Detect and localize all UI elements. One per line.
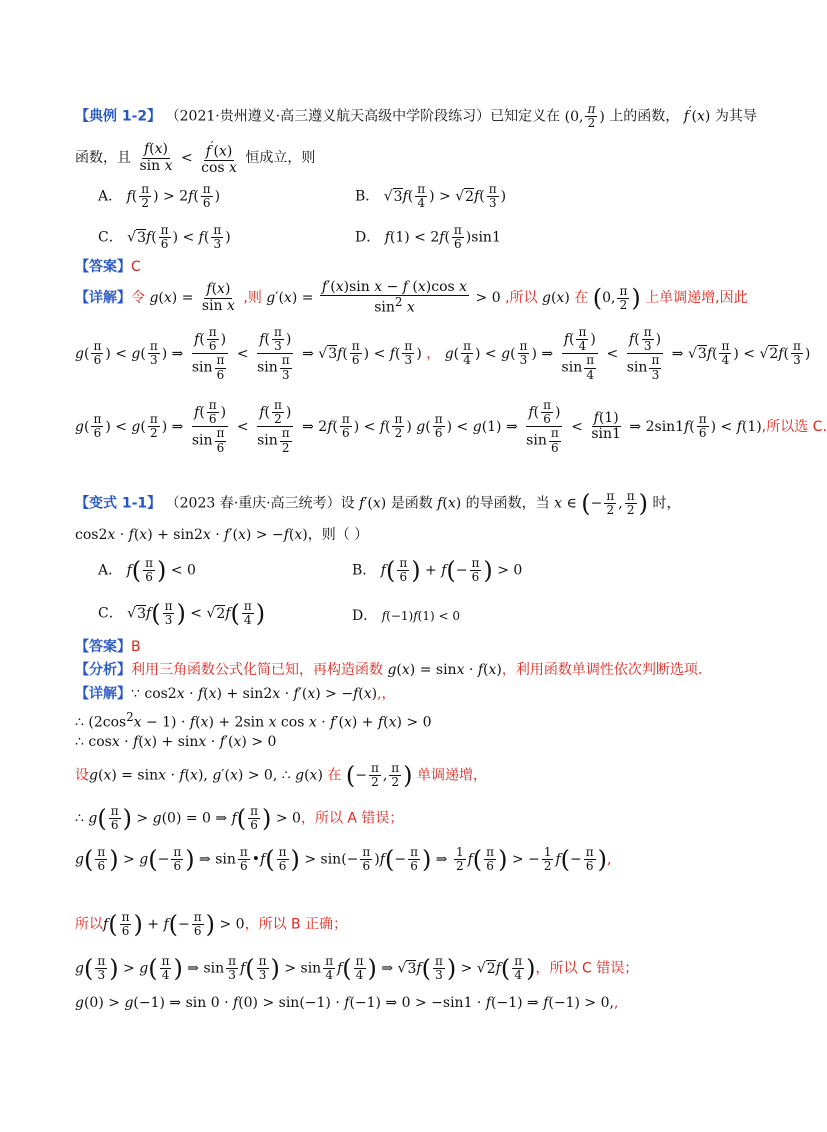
detail-label: 【详解】: [75, 290, 131, 307]
option-letter: B．: [352, 562, 377, 579]
question-text: ，则（ ）: [307, 527, 369, 543]
answer-value: C: [131, 259, 141, 275]
question-text: 上的函数，: [609, 108, 680, 125]
variant-detail-line-2: ∴ $(2\cos^2x - 1) \cdot f(x) + 2\sin$ x cos x · f′(x) + f(x) > 0: [75, 710, 432, 731]
option-letter: B．: [355, 188, 380, 205]
variant-detail-line-5: ∴ g( $\frac{\pi}{6}$ ) > g(0) = 0 ⇒ f( $\frac{\pi}{6}$ ) > 0，所以 A 错误；: [75, 804, 404, 833]
variant-detail-line-6: g( $\frac{\pi}{6}$ ) > g(− $\frac{\pi}{6}$ ) ⇒ sin $\frac{\pi}{6}$ •f( $\frac{\pi}{6}$ ) > sin(− $\frac{\pi}{6}$ )f(− $\frac{\pi}{6}$ ) ⇒ $\frac{1}{2}$ f( $\frac{\pi}{6}$ ) > − $\frac{1}{2}$ f(− $\frac{\pi}{6}$ ),: [75, 845, 612, 874]
example-1-2-line-2: 函数，且 $\frac{f(x)}{\text{sin x}}$ < $\frac{f'(x)}{\text{cos x}}$ 恒成立，则: [75, 139, 316, 177]
question-text: 为其导: [714, 108, 757, 125]
detail-line-3: g( $\frac{\pi}{6}$ ) < g( $\frac{\pi}{2}$ ) ⇒ f( $\frac{\pi}{6}$ ) sin $\frac{\pi}{6}$ < f( $\frac{\pi}{2}$ ) sin $\frac{\pi}{2}$ ⇒ 2f( $\frac{\pi}{6}$ ) < f( $\frac{\pi}{2}$ ) g( $\frac{\pi}{6}$ ) < g(1) ⇒ f( $\frac{\pi}{6}$ ) sin $\frac{\pi}{6}$ < $\frac{f(1)}{\sin 1}$ ⇒ 2sin1f( $\frac{\pi}{6}$ ) < f(1),所以选 C.: [75, 398, 827, 455]
variant-1-1-line-2: cos2x · f(x) + sin2x · f′(x) > −f(x)，则（ ）: [75, 527, 369, 543]
option-c: C． √3f( $\frac{\pi}{6}$ ) < f( $\frac{\pi}{3}$ ): [98, 223, 231, 252]
example-1-2-line-1: 【典例 1-2】 （2021·贵州遵义·高三遵义航天高级中学阶段练习）已知定义在 (0, $\frac{\pi}{2}$ ) 上的函数， f′(x) 为其导: [75, 102, 757, 131]
variant-detail-line-1: 【详解】∵ cos2x · f(x) + sin2x · f′(x) > −f(x),，: [75, 686, 396, 702]
option-b: B． √3f( $\frac{\pi}{4}$ ) > √2f( $\frac{\pi}{3}$ ): [355, 182, 507, 211]
detail-text: 令: [131, 290, 145, 307]
analysis-label: 【分析】: [75, 662, 131, 678]
variant-detail-line-7: 所以f( $\frac{\pi}{6}$ ) + f(− $\frac{\pi}{6}$ ) > 0，所以 B 正确；: [75, 910, 348, 939]
option-letter: D．: [355, 229, 381, 246]
variant-detail-line-8: g( $\frac{\pi}{3}$ ) > g( $\frac{\pi}{4}$ ) ⇒ sin $\frac{\pi}{3}$ f( $\frac{\pi}{3}$ ) > sin $\frac{\pi}{4}$ f( $\frac{\pi}{4}$ ) ⇒ √3f( $\frac{\pi}{3}$ ) > √2f( $\frac{\pi}{4}$ )，所以 C 错误；: [75, 954, 639, 983]
condition-fraction-left: $\frac{f(x)}{\text{sin x}}$: [139, 141, 173, 174]
detail-text: ，所以 B 正确；: [244, 916, 348, 933]
detail-text: 在: [574, 290, 589, 307]
detail-text: ，所以 A 错误；: [300, 810, 404, 827]
detail-line-1: 【详解】令 g(x) = $\frac{f(x)}{\text{sin x}}$ ,则 g′(x) = $\frac{\text{f′(x)sin x − f (x)cos x}}{\sin^2 x}$ > 0 ,所以 g(x) 在 (0, $\frac{\pi}{2}$ ) 上单调递增,因此: [75, 279, 748, 317]
variant-detail-line-9: g(0) > g(−1) ⇒ sin 0 · f(0) > sin(−1) · f(−1) ⇒ 0 > −sin1 · f(−1) ⇒ f(−1) > 0,,: [75, 995, 619, 1011]
variant-detail-line-3: ∴ cosx · f(x) + sinx · f′(x) > 0: [75, 734, 277, 750]
option-letter: D．: [352, 608, 378, 624]
option-letter: C．: [98, 605, 123, 622]
example-source: （2021·贵州遵义·高三遵义航天高级中学阶段练习）已知定义在: [165, 108, 561, 125]
question-text: 的导函数，当: [465, 495, 550, 512]
answer-label: 【答案】: [75, 639, 131, 655]
condition-fraction-right: $\frac{f'(x)}{\text{cos x}}$: [201, 139, 237, 177]
analysis-text: 利用三角函数公式化简已知，再构造函数: [131, 662, 383, 678]
interval-0-pi2: (0, $\frac{\pi}{2}$ ): [564, 102, 605, 131]
detail-text: 在: [327, 767, 342, 784]
answer-line: [75, 259, 141, 276]
variant-label: 【变式 1-1】: [75, 495, 162, 512]
detail-text: 所以: [75, 916, 103, 933]
variant-source: （2023 春·重庆·高三统考）设: [165, 495, 355, 512]
option-letter: A．: [98, 562, 123, 579]
variant-option-d: D． f(−1)f(1) < 0: [352, 608, 460, 624]
detail-text: 单调递增，: [417, 767, 487, 784]
detail-conclusion: ,所以选 C.: [761, 418, 827, 435]
detail-text: ，所以 C 错误；: [535, 960, 639, 977]
detail-text: ,则: [243, 290, 262, 307]
analysis-line: 【分析】利用三角函数公式化简已知，再构造函数 g(x) = sinx · f(x)，利用函数单调性依次判断选项.: [75, 662, 703, 678]
analysis-text: ，利用函数单调性依次判断选项.: [501, 662, 703, 678]
option-letter: C．: [98, 229, 123, 246]
option-letter: A．: [98, 188, 123, 205]
math-fprime: f: [683, 108, 689, 125]
detail-text: 上单调递增,因此: [645, 290, 748, 307]
detail-text: ,所以: [505, 290, 538, 307]
option-d: D． f(1) < 2f( $\frac{\pi}{6}$ )sin1: [355, 223, 501, 252]
variant-option-c: C． √3f( $\frac{\pi}{3}$ ) < √2f( $\frac{\pi}{4}$ ): [98, 599, 266, 628]
question-text: 是函数: [390, 495, 433, 512]
variant-1-1-line-1: 【变式 1-1】 （2023 春·重庆·高三统考）设 f′(x) 是函数 f(x) 的导函数，当 x ∈ (− $\frac{\pi}{2}$ , $\frac{\pi}{2}$ ) 时，: [75, 489, 681, 518]
example-label: 【典例 1-2】: [75, 108, 162, 125]
question-text: 恒成立，则: [245, 150, 316, 167]
question-text: 时，: [652, 495, 681, 512]
variant-detail-line-4: 设g(x) = sinx · f(x), g′(x) > 0, ∴ g(x) 在 (− $\frac{\pi}{2}$ , $\frac{\pi}{2}$ ) 单调递增，: [75, 761, 487, 790]
variant-option-a: A． f( $\frac{\pi}{6}$ ) < 0: [98, 556, 196, 585]
question-text: 函数，且: [75, 150, 131, 167]
detail-text: 设: [75, 767, 89, 784]
variant-answer-line: [75, 639, 141, 656]
answer-value: B: [131, 639, 141, 655]
detail-line-2: g( $\frac{\pi}{6}$ ) < g( $\frac{\pi}{3}$ ) ⇒ f( $\frac{\pi}{6}$ ) sin $\frac{\pi}{6}$ < f( $\frac{\pi}{3}$ ) sin $\frac{\pi}{3}$ ⇒ √3f( $\frac{\pi}{6}$ ) < f( $\frac{\pi}{3}$ ) ， g( $\frac{\pi}{4}$ ) < g( $\frac{\pi}{3}$ ) ⇒ f( $\frac{\pi}{4}$ ) sin $\frac{\pi}{4}$ < f( $\frac{\pi}{3}$ ) sin $\frac{\pi}{3}$ ⇒ √3f( $\frac{\pi}{4}$ ) < √2f( $\frac{\pi}{3}$ ): [75, 325, 811, 382]
option-a: A． f( $\frac{\pi}{2}$ ) > 2f( $\frac{\pi}{6}$ ): [98, 182, 221, 211]
answer-label: 【答案】: [75, 259, 131, 275]
detail-label: 【详解】: [75, 686, 131, 702]
variant-option-b: B． f( $\frac{\pi}{6}$ ) + f(− $\frac{\pi}{6}$ ) > 0: [352, 556, 523, 585]
